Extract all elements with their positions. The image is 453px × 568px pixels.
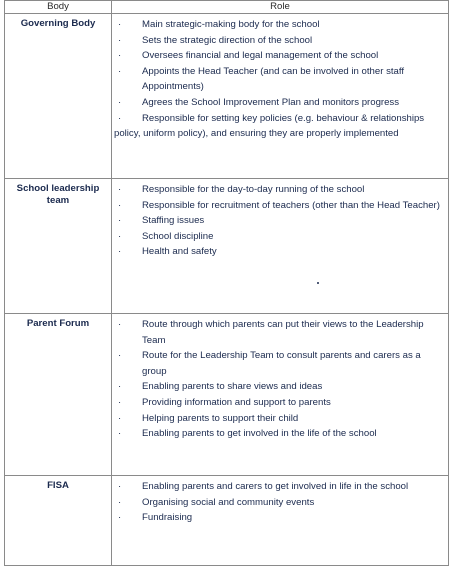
role-list xyxy=(114,317,446,442)
bullet-icon: · xyxy=(118,496,122,508)
list-item: · Appoints the Head Teacher (and can be involved in other staff Appointments) xyxy=(118,65,405,93)
role-list xyxy=(114,17,446,142)
list-item: · Responsible for setting key policies (e.g. behaviour & relationships policy, uniform policy), and ensuring they are properly implemented xyxy=(114,112,425,140)
bullet-icon: · xyxy=(118,34,122,46)
bullet-icon: · xyxy=(118,96,122,108)
bullet-icon: · xyxy=(118,246,122,258)
bullet-icon: · xyxy=(118,381,122,393)
list-item: · Enabling parents to share views and ideas xyxy=(114,379,446,395)
list-item: · Sets the strategic direction of the school xyxy=(114,33,446,49)
list-item: · Responsible for the day-to-day running of the school xyxy=(114,182,446,198)
role-cell xyxy=(112,14,449,179)
table-row xyxy=(5,476,449,566)
list-item: · Organising social and community events xyxy=(114,495,446,511)
header-body: Body xyxy=(5,1,112,14)
header-role: Role xyxy=(112,1,449,14)
role-list xyxy=(114,479,446,526)
stray-dot-mark xyxy=(317,282,319,284)
list-item: · Responsible for recruitment of teachers (other than the Head Teacher) xyxy=(114,198,446,214)
bullet-icon: · xyxy=(118,50,122,62)
table-row xyxy=(5,14,449,179)
bullet-icon: · xyxy=(118,112,122,124)
bullet-icon: · xyxy=(118,412,122,424)
list-item: · Route for the Leadership Team to consult parents and carers as a group xyxy=(118,350,421,377)
list-item: · Enabling parents to get involved in the life of the school xyxy=(114,426,446,442)
list-item: · Enabling parents and carers to get involved in life in the school xyxy=(114,479,446,495)
role-list xyxy=(114,182,446,260)
list-item: · Agrees the School Improvement Plan and monitors progress xyxy=(114,95,446,111)
bullet-icon: · xyxy=(118,350,122,362)
bullet-icon: · xyxy=(118,184,122,195)
bullet-icon: · xyxy=(118,19,122,30)
body-cell: Governing Body xyxy=(5,14,112,179)
bullet-icon: · xyxy=(118,396,122,408)
bullet-icon: · xyxy=(118,481,122,492)
list-item: · Staffing issues xyxy=(114,213,446,229)
body-cell: Parent Forum xyxy=(5,314,112,476)
roles-table xyxy=(4,0,449,566)
table-row xyxy=(5,179,449,314)
bullet-icon: · xyxy=(118,319,122,330)
table-row xyxy=(5,314,449,476)
bullet-icon: · xyxy=(118,230,122,242)
bullet-icon: · xyxy=(118,215,122,227)
body-cell: FISA xyxy=(5,476,112,566)
role-cell xyxy=(112,314,449,476)
list-item: · Fundraising xyxy=(114,510,446,526)
role-cell xyxy=(112,476,449,566)
list-item: · Helping parents to support their child xyxy=(114,411,446,427)
list-item: · Oversees financial and legal management of the school xyxy=(114,48,446,64)
list-item: · Main strategic-making body for the school xyxy=(114,17,446,33)
list-item: · Route through which parents can put their views to the Leadership Team xyxy=(118,319,424,346)
role-cell xyxy=(112,179,449,314)
list-item: · Providing information and support to parents xyxy=(114,395,446,411)
body-cell: School leadership team xyxy=(5,179,112,314)
header-row xyxy=(5,1,449,14)
list-item: · School discipline xyxy=(114,229,446,245)
bullet-icon: · xyxy=(118,65,122,77)
bullet-icon: · xyxy=(118,199,122,211)
bullet-icon: · xyxy=(118,428,122,440)
list-item: · Health and safety xyxy=(114,244,446,260)
bullet-icon: · xyxy=(118,512,122,524)
